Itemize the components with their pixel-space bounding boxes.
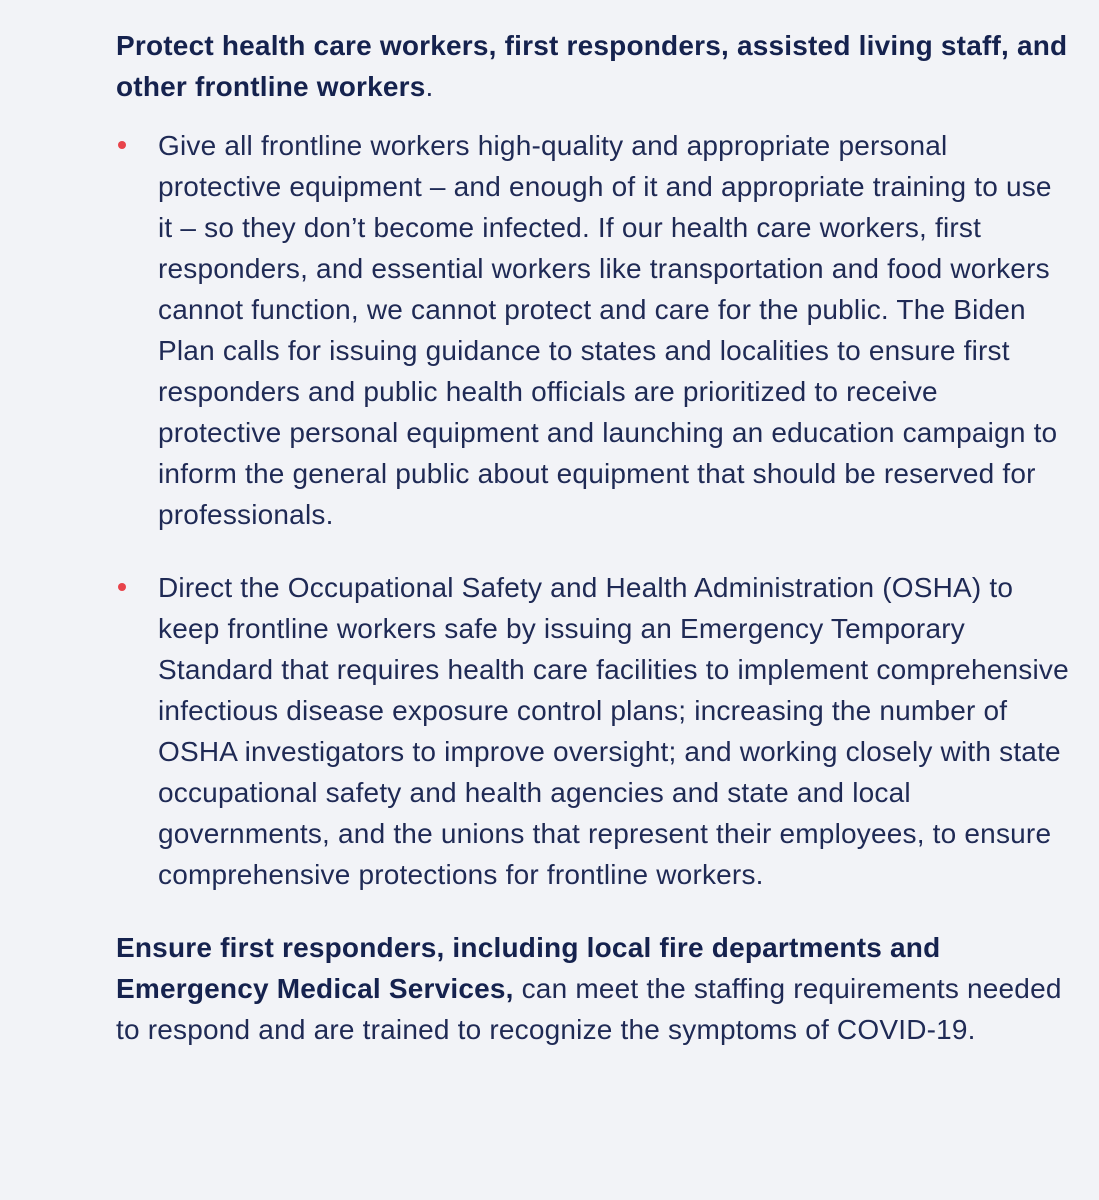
list-item bbox=[116, 125, 1069, 535]
ensure-responders-body: can meet the staffing requirements needed to respond and are trained to recognize the symptoms of COVID-19. bbox=[116, 973, 1062, 1045]
ensure-responders-heading: Ensure first responders, including local fire departments and Emergency Medical Services, bbox=[116, 932, 941, 1004]
protect-workers-heading: Protect health care workers, first responders, assisted living staff, and other frontline workers bbox=[116, 30, 1068, 102]
protect-workers-paragraph bbox=[116, 25, 1069, 107]
ppe-bullet-text: Give all frontline workers high-quality and appropriate personal protective equipment – and enough of it and appropriate training to use it – so they don’t become infected. If our health care workers, first responders, and essential workers like transportation and food workers cannot function, we cannot protect and care for the public. The Biden Plan calls for issuing guidance to states and localities to ensure first responders and public health officials are prioritized to receive protective personal equipment and launching an education campaign to inform the general public about equipment that should be reserved for professionals. bbox=[158, 130, 1058, 530]
ensure-responders-paragraph bbox=[116, 927, 1069, 1050]
protect-workers-list bbox=[116, 125, 1069, 895]
list-item bbox=[116, 567, 1069, 895]
bullet-dot-icon bbox=[118, 583, 126, 591]
osha-bullet-text: Direct the Occupational Safety and Health Administration (OSHA) to keep frontline workers safe by issuing an Emergency Temporary Standard that requires health care facilities to implement comprehensive infectious disease exposure control plans; increasing the number of OSHA investigators to improve oversight; and working closely with state occupational safety and health agencies and state and local governments, and the unions that represent their employees, to ensure comprehensive protections for frontline workers. bbox=[158, 572, 1069, 890]
protect-workers-period: . bbox=[425, 71, 434, 102]
bullet-dot-icon bbox=[118, 141, 126, 149]
